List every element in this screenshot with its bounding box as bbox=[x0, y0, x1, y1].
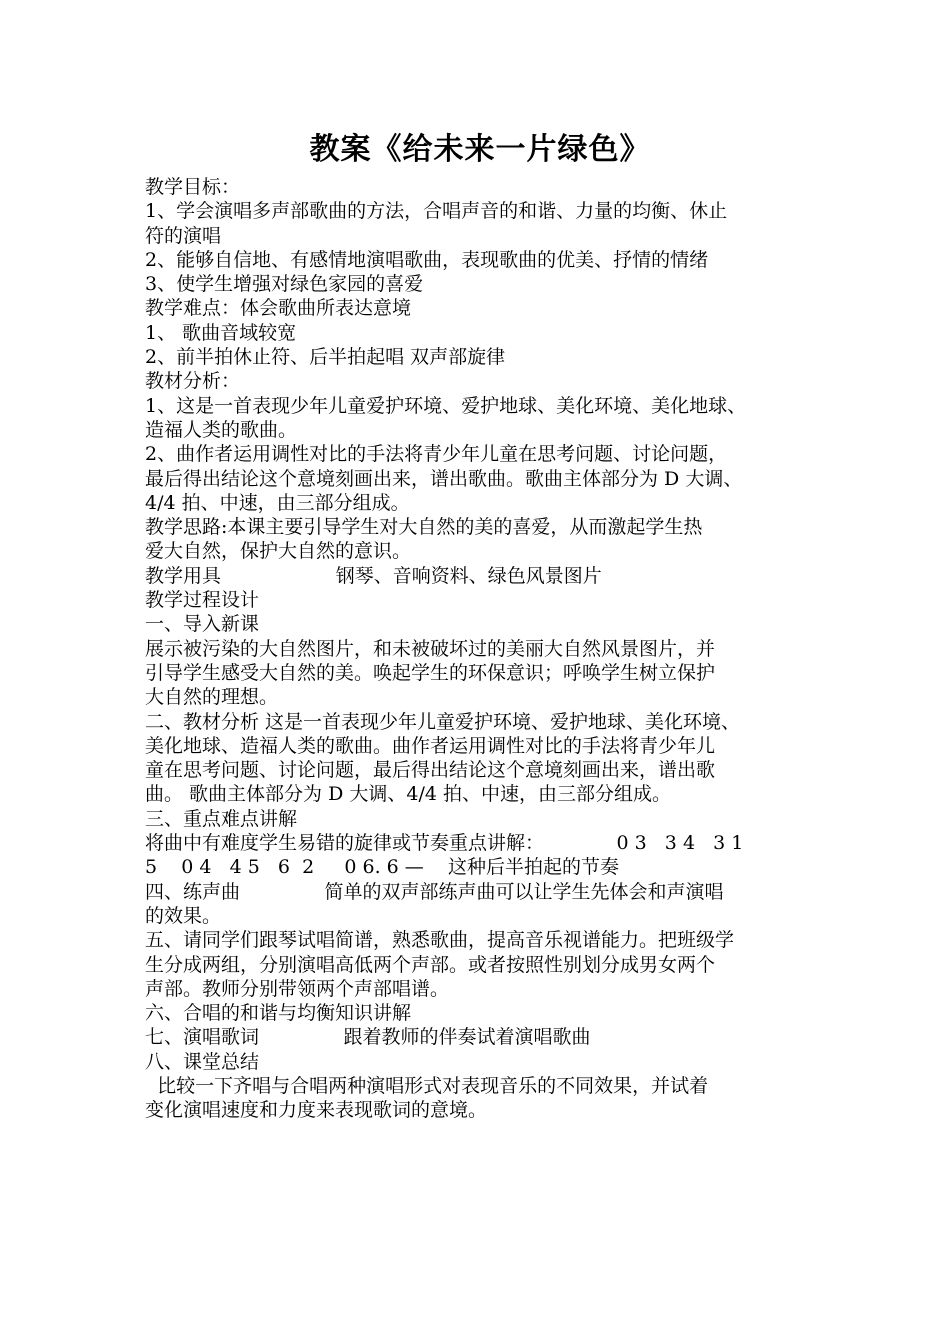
step-1-text: 展示被污染的大自然图片，和未被破坏过的美丽大自然风景图片，并 bbox=[145, 637, 716, 660]
step-3-heading: 三、重点难点讲解 bbox=[145, 807, 298, 830]
section-heading-difficulties: 教学难点：体会歌曲所表达意境 bbox=[145, 297, 412, 320]
analysis-2: 2、曲作者运用调性对比的手法将青少年儿童在思考问题、讨论问题， bbox=[145, 443, 728, 466]
difficulty-2: 2、前半拍休止符、后半拍起唱 双声部旋律 bbox=[145, 346, 506, 369]
teaching-approach: 教学思路:本课主要引导学生对大自然的美的喜爱，从而激起学生热 bbox=[145, 516, 703, 539]
objective-1-cont: 符的演唱 bbox=[145, 224, 222, 247]
step-7-text: 七、演唱歌词 跟着教师的伴奏试着演唱歌曲 bbox=[145, 1026, 591, 1049]
summary-text-cont: 变化演唱速度和力度来表现歌词的意境。 bbox=[145, 1099, 488, 1122]
document-title: 教案《给未来一片绿色》 bbox=[309, 132, 651, 167]
notation-line: 5 0 4 4 5 6 2 0 6. 6 — 这种后半拍起的节奏 bbox=[145, 856, 619, 879]
summary-text: 比较一下齐唱与合唱两种演唱形式对表现音乐的不同效果，并试着 bbox=[145, 1074, 709, 1097]
teaching-approach-cont: 爱大自然，保护大自然的意识。 bbox=[145, 540, 412, 563]
step-1-text-cont-2: 大自然的理想。 bbox=[145, 686, 279, 709]
step-2-text-cont-2: 童在思考问题、讨论问题，最后得出结论这个意境刻画出来，谱出歌 bbox=[145, 759, 716, 782]
step-3-text: 将曲中有难度学生易错的旋律或节奏重点讲解： 0 3 3 4 3 1 bbox=[145, 832, 744, 855]
step-4-text: 四、练声曲 简单的双声部练声曲可以让学生先体会和声演唱 bbox=[145, 880, 724, 903]
section-heading-objectives: 教学目标： bbox=[145, 176, 241, 198]
step-6-heading: 六、合唱的和谐与均衡知识讲解 bbox=[145, 1002, 412, 1025]
document-page bbox=[145, 127, 815, 1123]
analysis-1-cont: 造福人类的歌曲。 bbox=[145, 418, 298, 441]
section-heading-process: 教学过程设计 bbox=[145, 589, 260, 612]
teaching-materials: 教学用具 钢琴、音响资料、绿色风景图片 bbox=[145, 564, 602, 587]
step-2-text-cont-3: 曲。 歌曲主体部分为 D 大调、4/4 拍、中速，由三部分组成。 bbox=[145, 783, 671, 806]
step-2-text: 二、教材分析 这是一首表现少年儿童爱护环境、爱护地球、美化环境、 bbox=[145, 710, 741, 733]
analysis-1: 1、这是一首表现少年儿童爱护环境、爱护地球、美化环境、美化地球、 bbox=[145, 394, 747, 417]
step-4-text-cont: 的效果。 bbox=[145, 904, 222, 927]
objective-1: 1、学会演唱多声部歌曲的方法，合唱声音的和谐、力量的均衡、休止 bbox=[145, 200, 728, 223]
step-2-text-cont: 美化地球、造福人类的歌曲。曲作者运用调性对比的手法将青少年儿 bbox=[145, 734, 716, 757]
document-body bbox=[145, 175, 815, 1123]
objective-2: 2、能够自信地、有感情地演唱歌曲，表现歌曲的优美、抒情的情绪 bbox=[145, 248, 709, 271]
step-1-text-cont: 引导学生感受大自然的美。唤起学生的环保意识；呼唤学生树立保护 bbox=[145, 661, 716, 684]
analysis-2-cont-2: 4/4 拍、中速，由三部分组成。 bbox=[145, 491, 410, 514]
step-5-text-cont-2: 声部。教师分别带领两个声部唱谱。 bbox=[145, 977, 450, 1000]
section-heading-analysis: 教材分析： bbox=[145, 370, 241, 393]
step-1-heading: 一、导入新课 bbox=[145, 613, 260, 636]
difficulty-1: 1、 歌曲音域较宽 bbox=[145, 321, 297, 344]
step-8-heading: 八、课堂总结 bbox=[145, 1050, 260, 1073]
step-5-text: 五、请同学们跟琴试唱简谱，熟悉歌曲，提高音乐视谱能力。把班级学 bbox=[145, 929, 735, 952]
step-5-text-cont: 生分成两组，分别演唱高低两个声部。或者按照性别划分成男女两个 bbox=[145, 953, 716, 976]
analysis-2-cont: 最后得出结论这个意境刻画出来，谱出歌曲。歌曲主体部分为 D 大调、 bbox=[145, 467, 743, 490]
objective-3: 3、使学生增强对绿色家园的喜爱 bbox=[145, 273, 424, 296]
